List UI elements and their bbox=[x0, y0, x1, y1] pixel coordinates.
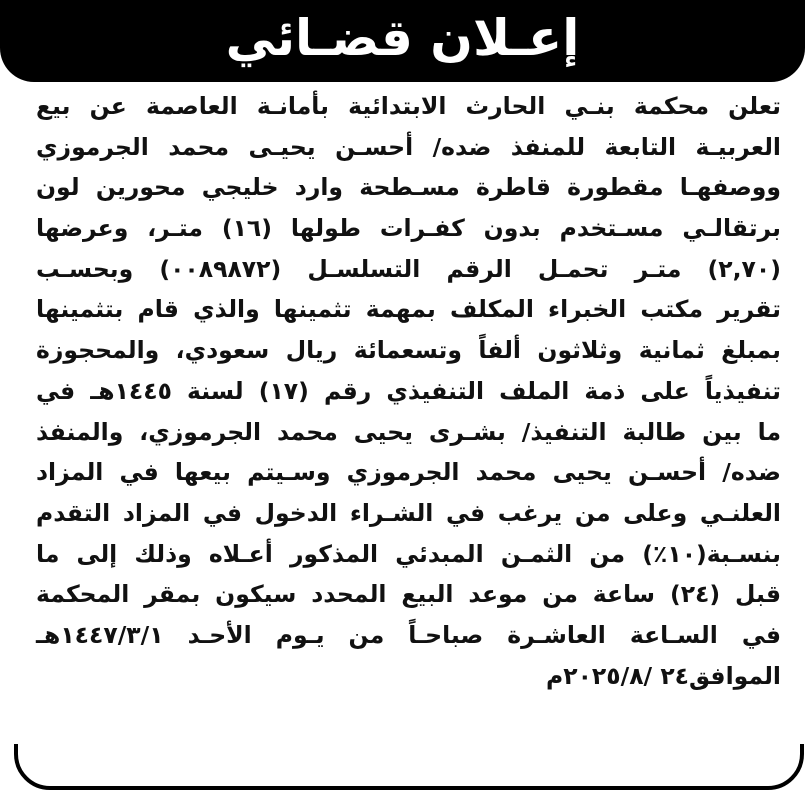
notice-line: برتقالـي مسـتخدم بدون كفـرات طولها (١٦) متـر، وعرضها bbox=[36, 214, 781, 243]
notice-line: تنفيذياً على ذمة الملف التنفيذي رقم (١٧) لسنة ١٤٤٥هـ في bbox=[36, 376, 782, 405]
notice-title: إعـلان قضـائي bbox=[225, 9, 580, 67]
notice-body bbox=[36, 86, 781, 696]
notice-line: قبل (٢٤) ساعة من موعد البيع المحدد سيكون بمقر المحكمة bbox=[36, 580, 781, 609]
notice-line: (٢,٧٠) متـر تحمـل الرقم التسلسـل (٠٠٨٩٨٧٢) وبحسـب bbox=[36, 254, 781, 283]
notice-line: في السـاعة العاشـرة صباحـاً من يـوم الأحـد ١٤٤٧/٣/١هـ bbox=[36, 620, 781, 649]
notice-line: ضده/ أحسـن يحيى محمد الجرموزي وسـيتم بيعها في المزاد bbox=[36, 458, 781, 487]
notice-line: الموافق٢٤ /٢٠٢٥/٨م bbox=[546, 661, 781, 690]
notice-header-bar bbox=[0, 0, 805, 82]
notice-line: ووصفهـا مقطورة قاطرة مسـطحة وارد خليجي محورين لون bbox=[36, 173, 781, 202]
notice-line: بمبلغ ثمانية وثلاثون ألفاً وتسعمائة ريال سعودي، والمحجوزة bbox=[36, 336, 781, 365]
notice-line: تقرير مكتب الخبراء المكلف بمهمة تثمينها والذي قام بتثمينها bbox=[36, 295, 781, 324]
notice-line: ما بين طالبة التنفيذ/ بشـرى يحيى محمد الجرموزي، والمنفذ bbox=[36, 417, 781, 446]
notice-line: العلنـي وعلى من يرغب في الشـراء الدخول في المزاد التقدم bbox=[36, 498, 781, 527]
notice-line: تعلن محكمة بنـي الحارث الابتدائية بأمانـة العاصمة عن بيع bbox=[36, 92, 781, 120]
notice-line: بنسـبة(١٠٪) من الثمـن المبدئي المذكور أعـلاه وذلك إلى ما bbox=[36, 539, 781, 568]
notice-line: العربيـة التابعة للمنفذ ضده/ أحسـن يحيـى محمد الجرموزي bbox=[36, 132, 781, 161]
